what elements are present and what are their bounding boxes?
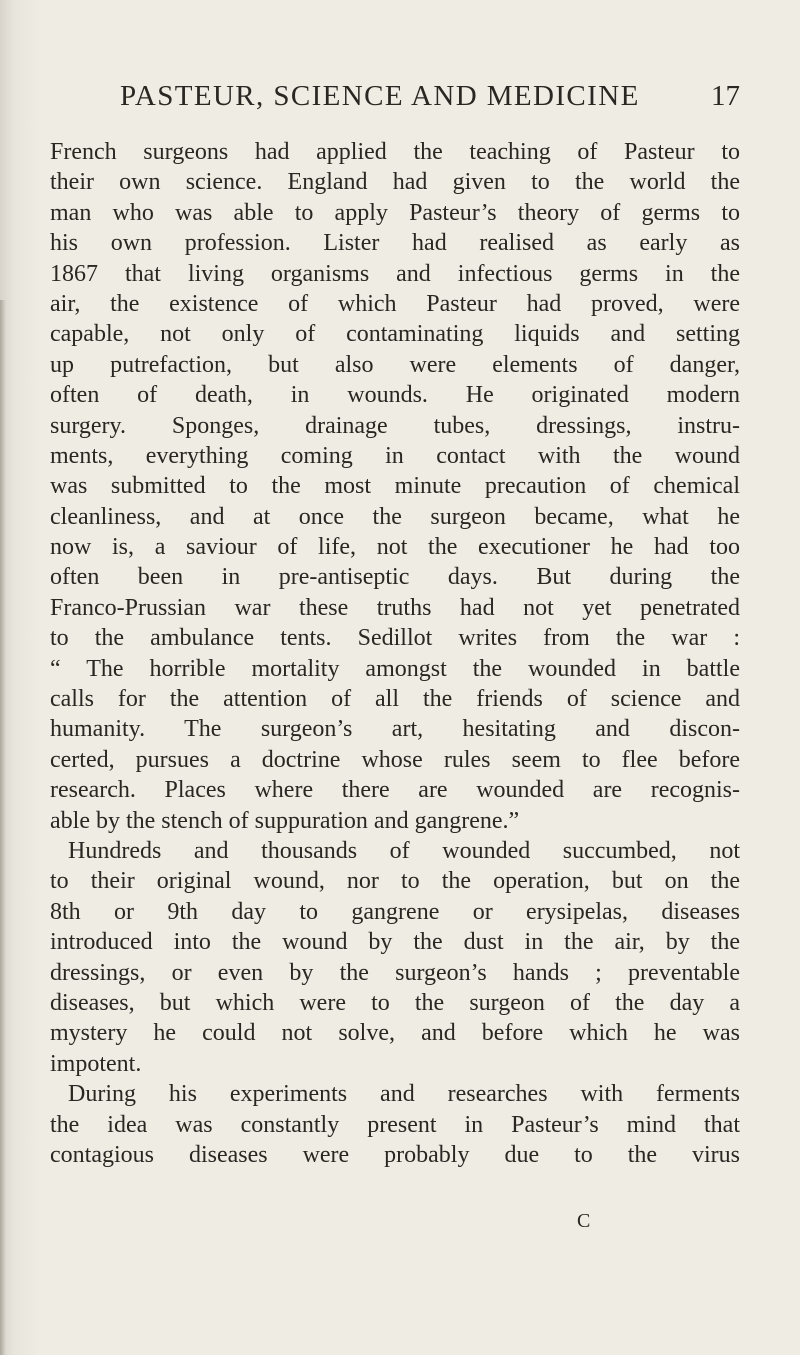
- text-line: mystery he could not solve, and before which he was: [50, 1020, 740, 1047]
- text-line: up putrefaction, but also were elements of danger,: [50, 351, 740, 378]
- text-line: now is, a saviour of life, not the executioner he had too: [50, 534, 740, 561]
- text-line: his own profession. Lister had realised as early as: [50, 230, 740, 257]
- running-head: [120, 80, 740, 120]
- text-line: air, the existence of which Pasteur had proved, were: [50, 290, 740, 317]
- text-line: ments, everything coming in contact with the wound: [50, 442, 740, 469]
- text-line: During his experiments and researches with ferments: [68, 1081, 740, 1108]
- text-line: impotent.: [50, 1050, 142, 1077]
- text-line: Franco-Prussian war these truths had not yet penetrated: [50, 594, 740, 621]
- text-line: was submitted to the most minute precaution of chemical: [50, 473, 740, 500]
- text-line: the idea was constantly present in Pasteur’s mind that: [50, 1111, 740, 1138]
- text-line: surgery. Sponges, drainage tubes, dressings, instru-: [50, 412, 740, 439]
- binding-shadow: [0, 300, 6, 1355]
- text-line: capable, not only of contaminating liquids and setting: [50, 321, 740, 348]
- text-line: 1867 that living organisms and infectious germs in the: [50, 260, 740, 287]
- text-line: to the ambulance tents. Sedillot writes from the war :: [50, 625, 740, 652]
- signature-mark: C: [577, 1210, 591, 1232]
- text-line: 8th or 9th day to gangrene or erysipelas, diseases: [50, 898, 740, 925]
- text-line: “ The horrible mortality amongst the wounded in battle: [50, 655, 740, 682]
- page-number: 17: [711, 80, 740, 112]
- body-text: [50, 137, 740, 1170]
- text-line: able by the stench of suppuration and gangrene.”: [50, 807, 520, 834]
- text-line: research. Places where there are wounded are recognis-: [50, 777, 740, 804]
- text-line: contagious diseases were probably due to the virus: [50, 1141, 740, 1168]
- text-line: to their original wound, nor to the operation, but on the: [50, 868, 740, 895]
- running-head-title: PASTEUR, SCIENCE AND MEDICINE: [120, 80, 640, 112]
- text-line: their own science. England had given to the world the: [50, 169, 740, 196]
- text-line: introduced into the wound by the dust in the air, by the: [50, 929, 740, 956]
- text-line: dressings, or even by the surgeon’s hands ; preventable: [50, 959, 740, 986]
- text-line: diseases, but which were to the surgeon of the day a: [50, 989, 740, 1016]
- text-line: cleanliness, and at once the surgeon became, what he: [50, 503, 740, 530]
- text-line: French surgeons had applied the teaching of Pasteur to: [50, 139, 740, 165]
- text-line: calls for the attention of all the friends of science and: [50, 686, 740, 713]
- text-line: Hundreds and thousands of wounded succumbed, not: [68, 837, 740, 864]
- text-line: often been in pre-antiseptic days. But during the: [50, 564, 740, 591]
- text-line: man who was able to apply Pasteur’s theory of germs to: [50, 199, 740, 226]
- text-line: humanity. The surgeon’s art, hesitating and discon-: [50, 716, 740, 743]
- text-line: certed, pursues a doctrine whose rules seem to flee before: [50, 746, 740, 773]
- text-line: often of death, in wounds. He originated modern: [50, 382, 740, 409]
